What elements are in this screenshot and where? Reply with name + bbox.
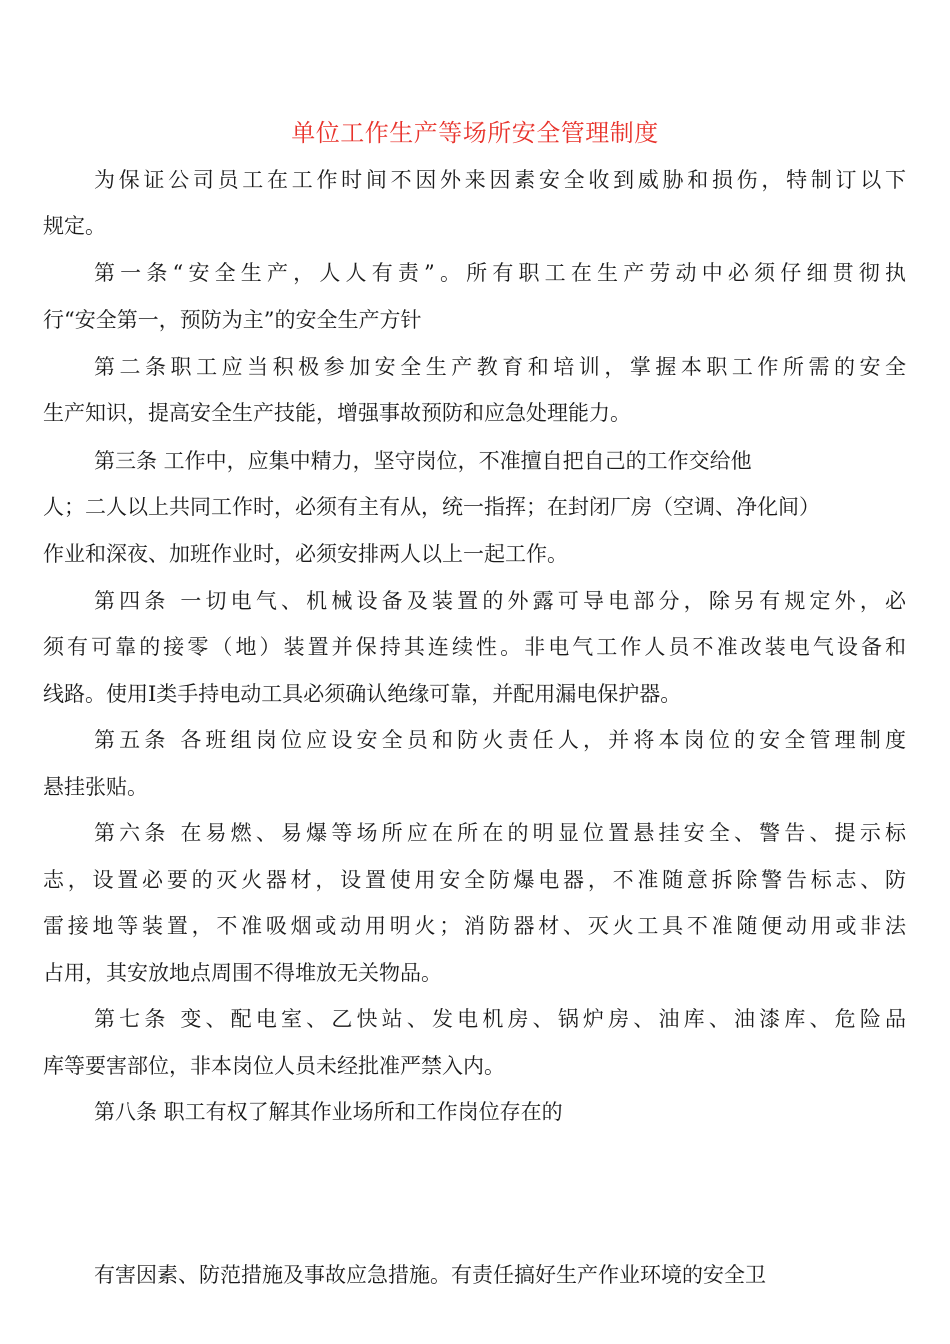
text-line: 为保证公司员工在工作时间不因外来因素安全收到威胁和损伤，特制订以下 <box>94 168 906 192</box>
text-line: 库等要害部位，非本岗位人员未经批准严禁入内。 <box>43 1054 505 1078</box>
text-line: 第七条 变、配电室、乙快站、发电机房、锅炉房、油库、油漆库、危险品 <box>94 1007 906 1031</box>
text-line: 第三条 工作中，应集中精力，坚守岗位，不准擅自把自己的工作交给他 <box>94 449 752 473</box>
text-line: 悬挂张贴。 <box>43 775 148 799</box>
text-line: 作业和深夜、加班作业时，必须安排两人以上一起工作。 <box>43 542 568 566</box>
text-line: 第二条职工应当积极参加安全生产教育和培训，掌握本职工作所需的安全 <box>94 355 906 379</box>
text-line: 行“安全第一，预防为主”的安全生产方针 <box>43 308 422 332</box>
text-line: 线路。使用Ⅰ类手持电动工具必须确认绝缘可靠，并配用漏电保护器。 <box>43 682 682 706</box>
text-line: 人；二人以上共同工作时，必须有主有从，统一指挥；在封闭厂房（空调、净化间） <box>43 495 820 519</box>
text-line: 有害因素、防范措施及事故应急措施。有责任搞好生产作业环境的安全卫 <box>94 1263 766 1287</box>
text-line: 生产知识，提高安全生产技能，增强事故预防和应急处理能力。 <box>43 401 631 425</box>
text-line: 占用，其安放地点周围不得堆放无关物品。 <box>43 961 442 985</box>
text-line: 志，设置必要的灭火器材，设置使用安全防爆电器，不准随意拆除警告标志、防 <box>43 868 906 892</box>
text-line: 第六条 在易燃、易爆等场所应在所在的明显位置悬挂安全、警告、提示标 <box>94 821 906 845</box>
text-line: 第八条 职工有权了解其作业场所和工作岗位存在的 <box>94 1100 563 1124</box>
text-line: 雷接地等装置，不准吸烟或动用明火；消防器材、灭火工具不准随便动用或非法 <box>43 914 906 938</box>
text-line: 须有可靠的接零（地）装置并保持其连续性。非电气工作人员不准改装电气设备和 <box>43 635 906 659</box>
document-title: 单位工作生产等场所安全管理制度 <box>291 119 659 147</box>
text-line: 第四条 一切电气、机械设备及装置的外露可导电部分，除另有规定外，必 <box>94 589 906 613</box>
text-line: 第五条 各班组岗位应设安全员和防火责任人，并将本岗位的安全管理制度 <box>94 728 906 752</box>
text-line: 第一条“安全生产，人人有责”。所有职工在生产劳动中必须仔细贯彻执 <box>94 261 906 285</box>
text-line: 规定。 <box>43 214 106 238</box>
